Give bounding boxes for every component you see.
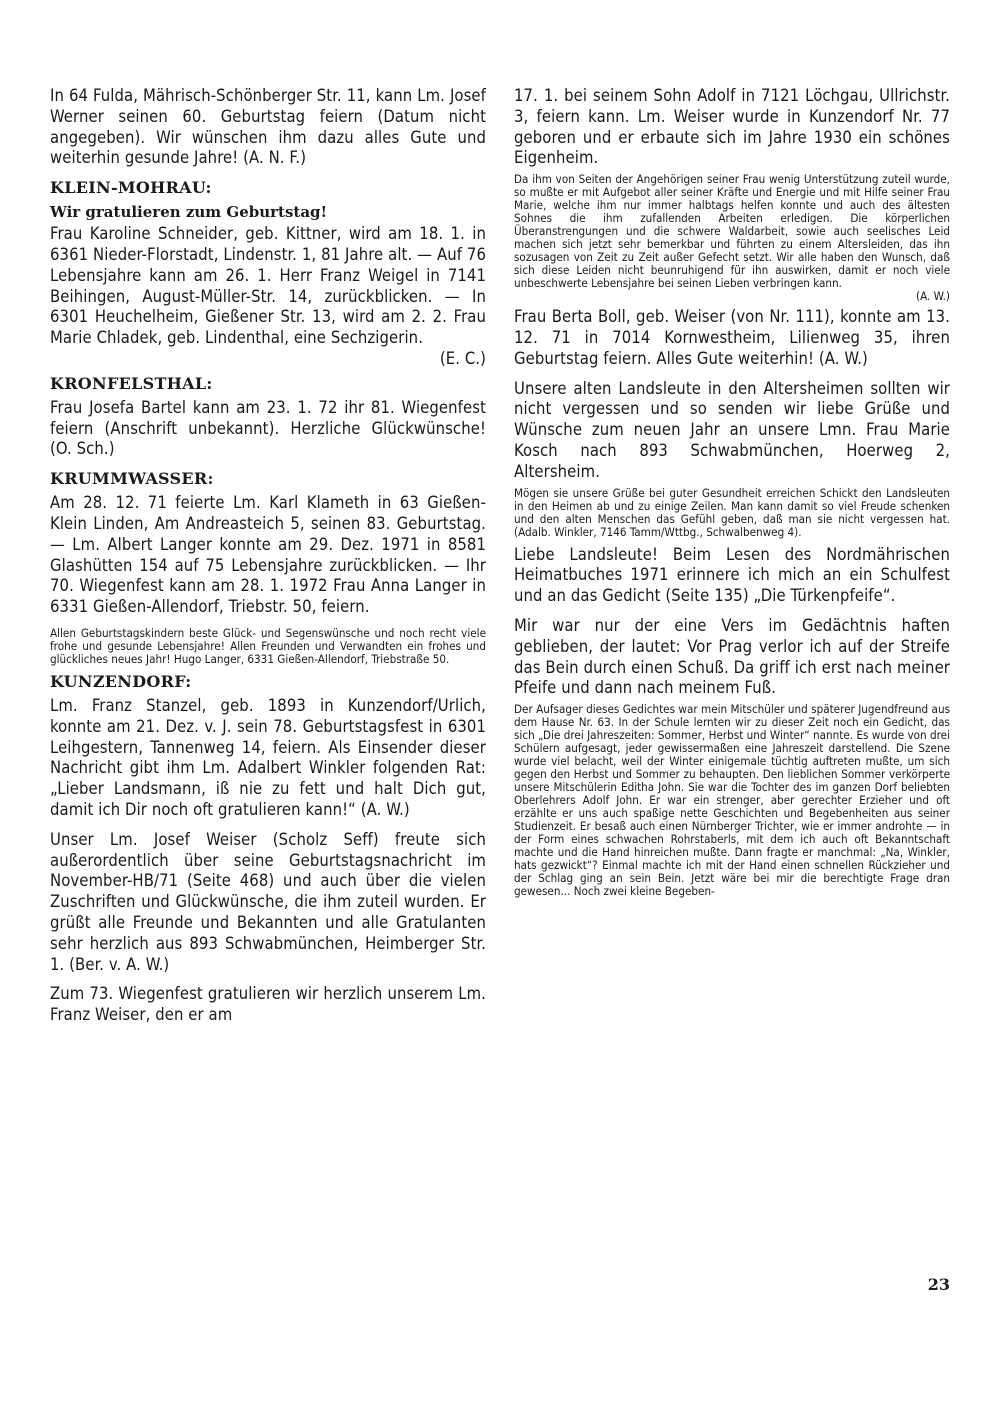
small-print-paragraph: Der Aufsager dieses Gedichtes war mein Mitschüler und späterer Jugendfreund aus dem Hause Nr. 63. In der Schule lernten wir zu dieser Zeit noch ein Gedicht, das sich „Die drei Jahreszeiten: Sommer, Herbst und Winter“ nannte. Es wurde von drei Schülern aufgesagt, jeder gewissermaßen eine Jahreszeit darstellend. Die Szene wurde viel belacht, weil der Winter einigemale tüchtig auftreten mußte, um sich gegen den Herbst und Sommer zu behaupten. Den lieblichen Sommer verkörperte unsere Mitschülerin Editha John. Sie war die Tochter des im ganzen Dorf beliebten Oberlehrers Adolf John. Er war ein strenger, aber gerechter Erzieher und oft erzählte er uns auch spaßige nette Geschichten und Begebenheiten aus seiner Studienzeit. Er besaß auch einen Nürnberger Trichter, wie er immer androhte — in der Form eines schwachen Rohrstaberls, mit dem ich auch oft Bekanntschaft machte und die Hand hinreichen mußte. Dann fragte er manchmal: „Na, Winkler, hats gezwickt“? Einmal machte ich mit der Hand einen schnellen Rückzieher und der Schlag ging an sein Bein. Jetzt wäre bei mir die berechtigte Frage dran gewesen... Noch zwei kleine Begeben-	[514, 702, 950, 899]
section-heading: KUNZENDORF:	[50, 671, 192, 691]
article-paragraph: 17. 1. bei seinem Sohn Adolf in 7121 Löchgau, Ullrichstr. 3, feiern kann. Lm. Weiser wurde in Kunzendorf Nr. 77 geboren und er erbaute sich im Jahre 1930 ein schönes Eigenheim.	[514, 86, 950, 168]
author-signature: (A. W.)	[916, 289, 950, 304]
article-paragraph: Mir war nur der eine Vers im Gedächtnis haften geblieben, der lautet: Vor Prag verlor ich auf der Streife das Bein durch einen Schuß. Da griff ich erst nach meiner Pfeife und dann nach meinem Fuß.	[514, 615, 950, 698]
article-paragraph: Liebe Landsleute! Beim Lesen des Nordmährischen Heimatbuches 1971 erinnere ich mich an ein Schulfest und an das Gedicht (Seite 135) „Die Türkenpfeife“.	[514, 544, 950, 606]
article-paragraph: In 64 Fulda, Mährisch-Schönberger Str. 11, kann Lm. Josef Werner seinen 60. Geburtstag feiern (Datum nicht angegeben). Wir wünschen ihm dazu alles Gute und weiterhin gesunde Jahre! (A. N. F.)	[50, 86, 486, 168]
section-heading: KRUMMWASSER:	[50, 469, 214, 489]
small-print-paragraph: Allen Geburtstagskindern beste Glück- und Segenswünsche und noch recht viele frohe und gesunde Lebensjahre! Allen Freunden und Verwandten ein frohes und glückliches neues Jahr! Hugo Langer, 6331 Gießen-Allendorf, Triebstraße 50.	[50, 625, 486, 666]
article-paragraph: Zum 73. Wiegenfest gratulieren wir herzlich unserem Lm. Franz Weiser, den er am	[50, 984, 486, 1025]
small-print-paragraph: Mögen sie unsere Grüße bei guter Gesundheit erreichen Schickt den Landsleuten in den Heimen ab und zu einige Zeilen. Man kann damit so viel Freude schenken und den alten Menschen das Gefühl geben, daß man sie nicht vergessen hat. (Adalb. Winkler, 7146 Tamm/Wttbg., Schwalbenweg 4).	[514, 485, 950, 539]
section-heading: KRONFELSTHAL:	[50, 373, 213, 393]
article-paragraph: Am 28. 12. 71 feierte Lm. Karl Klameth in 63 Gießen-Klein Linden, Am Andreasteich 5, seinen 83. Geburtstag. — Lm. Albert Langer konnte am 29. Dez. 1971 in 8581 Glashütten 154 auf 75 Lebensjahre zurückblicken. — Ihr 70. Wiegenfest kann am 28. 1. 1972 Frau Anna Langer in 6331 Gießen-Allendorf, Triebstr. 50, feiern.	[50, 493, 486, 617]
author-signature: (E. C.)	[439, 348, 486, 368]
article-paragraph: Unser Lm. Josef Weiser (Scholz Seff) freute sich außerordentlich über seine Geburtstagsnachricht im November-HB/71 (Seite 468) und auch über die vielen Zuschriften und Glückwünsche, die ihm zuteil wurden. Er grüßt alle Freunde und Bekannten und alle Gratulanten sehr herzlich aus 893 Schwabmünchen, Heimberger Str. 1. (Ber. v. A. W.)	[50, 829, 486, 974]
article-paragraph: Frau Josefa Bartel kann am 23. 1. 72 ihr 81. Wiegenfest feiern (Anschrift unbekannt). Herzliche Glückwünsche! (O. Sch.)	[50, 397, 486, 459]
page-number: 23	[927, 1275, 950, 1294]
article-paragraph: Frau Karoline Schneider, geb. Kittner, wird am 18. 1. in 6361 Nieder-Florstadt, Lindenstr. 1, 81 Jahre alt. — Auf 76 Lebensjahre kann am 26. 1. Herr Franz Weigel in 7141 Beihingen, August-Müller-Str. 14, zurückblicken. — In 6301 Heuchelheim, Gießener Str. 13, wird am 2. 2. Frau Marie Chladek, geb. Lindenthal, eine Sechzigerin.	[50, 224, 486, 348]
article-paragraph: Lm. Franz Stanzel, geb. 1893 in Kunzendorf/Urlich, konnte am 21. Dez. v. J. sein 78. Geburtstagsfest in 6301 Leihgestern, Tannenweg 14, feiern. Als Einsender dieser Nachricht gibt ihm Lm. Adalbert Winkler folgenden Rat: „Lieber Landsmann, iß nie zu fett und halt Dich gut, damit ich Dir noch oft gratulieren kann!“ (A. W.)	[50, 695, 486, 819]
section-subheading: Wir gratulieren zum Geburtstag!	[50, 203, 328, 222]
left-column	[50, 86, 486, 1035]
article-paragraph: Unsere alten Landsleute in den Altersheimen sollten wir nicht vergessen und so senden wir liebe Grüße und Wünsche zum neuen Jahr an unsere Lmn. Frau Marie Kosch nach 893 Schwabmünchen, Hoerweg 2, Altersheim.	[514, 378, 950, 481]
section-heading: KLEIN-MOHRAU:	[50, 178, 212, 198]
article-paragraph: Frau Berta Boll, geb. Weiser (von Nr. 111), konnte am 13. 12. 71 in 7014 Kornwestheim, Lilienweg 35, ihren Geburtstag feiern. Alles Gute weiterhin! (A. W.)	[514, 307, 950, 368]
right-column	[514, 86, 950, 904]
small-print-paragraph: Da ihm von Seiten der Angehörigen seiner Frau wenig Unterstützung zuteil wurde, so mußte er mit Aufgebot aller seiner Kräfte und Energie und mit Hilfe seiner Frau Marie, welche ihm nur immer halbtags helfen konnte und auch des ältesten Sohnes die ihm zufallenden Arbeiten erledigen. Die körperlichen Überanstrengungen und die schwere Waldarbeit, sowie auch seelisches Leid machen sich jetzt sehr bemerkbar und führten zu einem Altersleiden, das ihn sozusagen von Zeit zu Zeit außer Gefecht setzt. Wir alle haben den Wunsch, daß sich diese Leiden nicht beunruhigend für ihn auswirken, damit er noch viele unbeschwerte Lebensjahre bei seinen Lieben verbringen kann.	[514, 172, 950, 291]
